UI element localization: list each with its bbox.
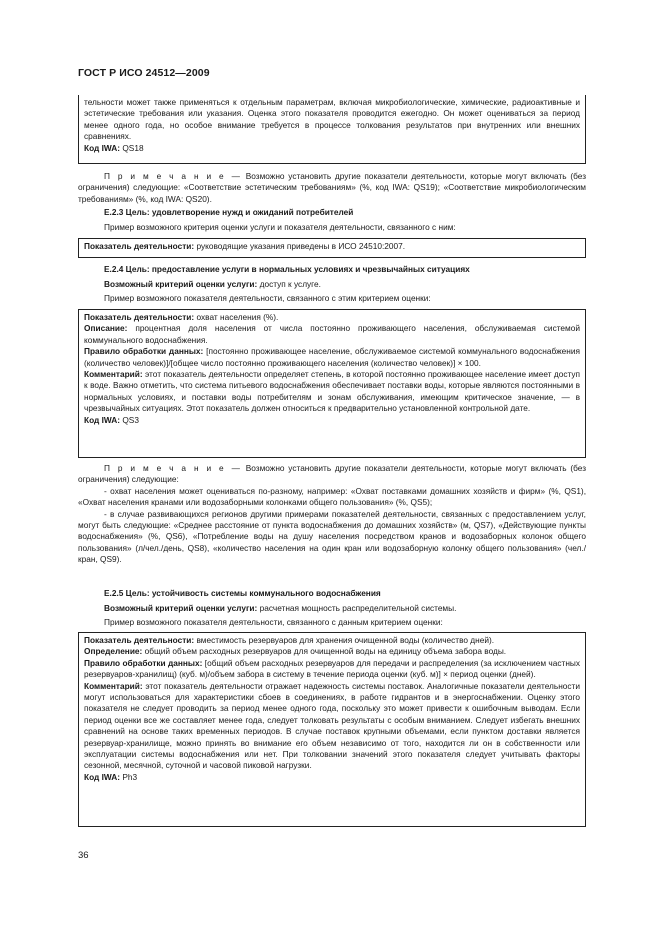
section-intro: Пример возможного показателя деятельности, связанного с данным критерием оценки:: [104, 616, 443, 627]
rule-text: [постоянно проживающее население, обслуживаемое системой коммунального водоснабжения (количество человек)]/[общее число постоянно проживающего населения (количество человек)] × 100.: [84, 346, 581, 368]
iwa-code-line: [84, 143, 580, 154]
criterion-text: доступ к услуге.: [259, 279, 321, 290]
indicator-label: Показатель деятельности:: [84, 312, 195, 322]
note-1: [78, 171, 586, 205]
indicator-box-e25: [78, 632, 586, 827]
criterion-label: Возможный критерий оценки услуги:: [104, 603, 258, 614]
comment-text: этот показатель деятельности отражает надежность системы поставок. Аналогичные показатели деятельности могут использоваться для характеристики сбоев в соединениях, в работе гидрантов и в энергоснабжении. Оценку этого показателя не следует проводить за период менее одного года, поскольку это может привести к ошибочным выводам. Если период оценки все же составляет менее года, следует толковать результаты с особым вниманием. Следует избегать внешних сравнений на основе таких временных периодов. В случае поставок крупными объемами, если пунктом доставки является резервуар-хранилище, можно принять во внимание его объем независимо от того, находится ли он в собственности или эксплуатации системы водоснабжения или нет. При толковании значений этого показателя следует учитывать факторы сезонной, месячной, суточной и часовой пиковой нагрузки.: [84, 680, 580, 771]
iwa-code: Ph3: [122, 771, 138, 782]
criterion-text: расчетная мощность распределительной системы.: [259, 603, 457, 614]
rule-label: Правило обработки данных:: [84, 657, 203, 668]
indicator-box-continued: [78, 95, 586, 164]
indicator-box-e24: [78, 309, 586, 458]
indicator-label: Показатель деятельности:: [84, 635, 195, 645]
section-heading: E.2.3 Цель: удовлетворение нужд и ожиданий потребителей: [104, 207, 354, 217]
iwa-code-label: Код IWA:: [84, 142, 121, 153]
indicator-text: вместимость резервуаров для хранения очищенной воды (количество дней).: [196, 635, 495, 645]
note-item: - охват населения может оцениваться по-разному, например: «Охват поставками домашних хозяйств и фирм» (%, QS1), «Охват населения кранами или водозаборными колонками общего пользования» (%, QS5);: [78, 485, 586, 508]
page-number: 36: [78, 850, 89, 861]
box-text: тельности может также применяться к отдельным параметрам, включая микробиологические, химические, радиоактивные и эстетические требования или указания. Оценка этого показателя проводится ежегодно. Он может оцениваться за период менее одного года, но особое внимание требуется в процессе толкования результатов при внутренних или внешних сравнениях.: [84, 97, 580, 142]
note-label: П р и м е ч а н и е —: [104, 171, 242, 181]
rule-label: Правило обработки данных:: [84, 346, 204, 357]
document-header: ГОСТ Р ИСО 24512—2009: [78, 67, 210, 79]
iwa-code: QS18: [122, 142, 144, 153]
comment-text: этот показатель деятельности определяет степень, в которой постоянно проживающее население имеет доступ к воде. Важно отметить, что система питьевого водоснабжения обеспечивает поставки воды, которые являются постоянными в нормальных условиях, и поставки воды потребителям и зонам обслуживания, имеющим критическое значение, — в чрезвычайных ситуациях. Этот показатель должен относиться к предварительно установленной контрольной дате.: [84, 369, 580, 414]
note-2: [78, 463, 586, 566]
description-text: процентная доля населения от числа постоянно проживающего населения, обслуживаемая системой коммунального водоснабжения.: [84, 323, 580, 345]
indicator-text: охват населения (%).: [196, 312, 279, 322]
iwa-code: QS3: [122, 414, 139, 425]
criterion-line: [78, 603, 586, 614]
indicator-label: Показатель деятельности:: [84, 241, 195, 251]
criterion-line: [78, 279, 586, 290]
description-label: Описание:: [84, 323, 128, 334]
section-e24: [78, 264, 586, 304]
iwa-code-label: Код IWA:: [84, 771, 121, 782]
indicator-text: руководящие указания приведены в ИСО 24510:2007.: [196, 241, 406, 251]
note-text: Возможно установить другие показатели деятельности, которые могут включать (без ограничения) следующие: «Соответствие эстетическим требованиям» (%, код IWA: QS19); «Соответствие микробиологическим требованиям» (%, код IWA: QS20).: [78, 171, 586, 204]
note-item: - в случае развивающихся регионов другими примерами показателей деятельности, связанных с предоставлением услуг, могут быть следующие: «Среднее расстояние от пункта водоснабжения до домашних хозяйств» (м, QS7), «Действующие пункты водоснабжения» (%, QS6), «Потребление воды на душу населения посредством кранов и водозаборных колонок общего пользования» (л/чел./день, QS8), «количество населения на один кран или водозаборную колонку общего пользования» (чел./кран, QS9).: [78, 508, 586, 565]
comment-label: Комментарий:: [84, 680, 143, 691]
indicator-box-e23: [78, 238, 586, 258]
section-heading: E.2.5 Цель: устойчивость системы коммунального водоснабжения: [104, 588, 381, 598]
criterion-label: Возможный критерий оценки услуги:: [104, 279, 258, 290]
section-e25: [78, 588, 586, 628]
section-e23: [78, 207, 586, 234]
note-label: П р и м е ч а н и е —: [104, 463, 242, 473]
section-intro: Пример возможного критерия оценки услуги и показателя деятельности, связанного с ним:: [104, 222, 456, 233]
rule-text: [общий объем расходных резервуаров для передачи и распределения (за исключением частных резервуаров-хранилищ) (куб. м)/объем забора в систему в течение периода оценки (куб. м)] × период оценки (дней).: [84, 657, 581, 680]
definition-label: Определение:: [84, 646, 143, 657]
comment-label: Комментарий:: [84, 369, 143, 380]
iwa-code-label: Код IWA:: [84, 414, 121, 425]
section-intro: Пример возможного показателя деятельности, связанного с этим критерием оценки:: [104, 292, 431, 303]
definition-text: общий объем расходных резервуаров для очищенной воды на единицу объема забора воды.: [144, 646, 507, 657]
section-heading: E.2.4 Цель: предоставление услуги в нормальных условиях и чрезвычайных ситуациях: [104, 264, 470, 274]
note-text: Возможно установить другие показатели деятельности, которые могут включать (без ограничения) следующие:: [78, 463, 586, 485]
